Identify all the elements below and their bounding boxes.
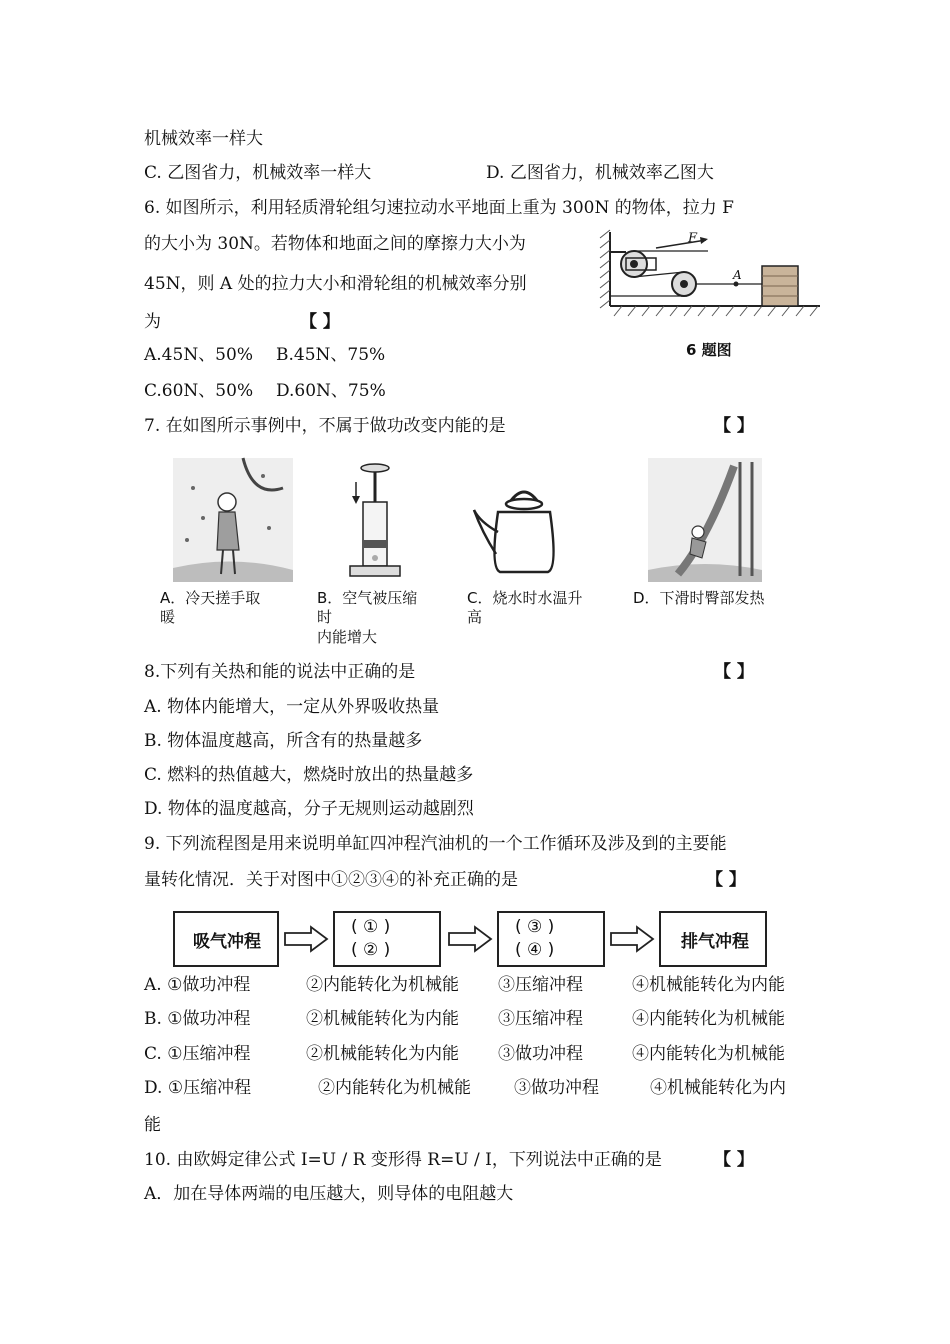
flow-box-3 [497, 911, 605, 967]
q10-stem: 10. 由欧姆定律公式 I=U / R 变形得 R=U / I，下列说法中正确的是 [144, 1150, 662, 1170]
q7-caption-b-line3: 内能增大 [317, 628, 378, 646]
flow-box-2 [333, 911, 441, 967]
q5-option-c: C. 乙图省力，机械效率一样大 [144, 163, 372, 183]
q9-option-c-4: ④内能转化为机械能 [632, 1044, 785, 1064]
q7-caption-b-line2: 时 [317, 608, 333, 626]
air-compression-image [340, 458, 410, 582]
q7-caption-d-line1: D．下滑时臀部发热 [633, 589, 765, 607]
q8-option-c: C. 燃料的热值越大，燃烧时放出的热量越多 [144, 765, 474, 785]
flow-box-intake-label: 吸气冲程 [193, 932, 261, 952]
pulley-figure [598, 226, 822, 324]
q9-option-a-2: ②内能转化为机械能 [306, 975, 459, 995]
flow-box-3-top: ( ③ ) [515, 917, 555, 937]
q9-option-a-1: A. ①做功冲程 [144, 975, 251, 995]
q6-stem-line2: 的大小为 30N。若物体和地面之间的摩擦力大小为 [144, 234, 526, 254]
q9-option-d-3: ③做功冲程 [514, 1078, 599, 1098]
figure-caption: 6 题图 [686, 341, 732, 359]
q5-option-d: D. 乙图省力，机械效率乙图大 [486, 163, 714, 183]
q5-line-cont: 机械效率一样大 [144, 129, 263, 149]
flow-box-exhaust [659, 911, 767, 967]
q7-stem: 7. 在如图所示事例中，不属于做功改变内能的是 [144, 416, 506, 436]
q9-option-c-3: ③做功冲程 [498, 1044, 583, 1064]
q9-answer-bracket: 【 】 [706, 870, 746, 890]
q10-answer-bracket: 【 】 [714, 1150, 754, 1170]
q6-stem-line3: 45N，则 A 处的拉力大小和滑轮组的机械效率分别 [144, 274, 527, 294]
q9-stem-line2: 量转化情况．关于对图中①②③④的补充正确的是 [144, 870, 518, 890]
q6-answer-bracket: 【 】 [300, 312, 340, 332]
q9-option-b-3: ③压缩冲程 [498, 1009, 583, 1029]
q9-option-d-1: D. ①压缩冲程 [144, 1078, 252, 1098]
q8-option-b: B. 物体温度越高，所含有的热量越多 [144, 731, 423, 751]
rubbing-hands-image [173, 458, 293, 582]
q9-option-a-4: ④机械能转化为内能 [632, 975, 785, 995]
q8-stem: 8.下列有关热和能的说法中正确的是 [144, 662, 416, 682]
flow-arrow-3 [609, 925, 655, 953]
figure-point-label: A [733, 268, 742, 282]
q8-option-a: A. 物体内能增大，一定从外界吸收热量 [144, 697, 440, 717]
flow-box-2-bottom: ( ② ) [351, 940, 391, 960]
q7-caption-c-line2: 高 [467, 608, 483, 626]
q6-option-b: B.45N、75% [276, 345, 386, 365]
flow-arrow-1 [283, 925, 329, 953]
q7-answer-bracket: 【 】 [714, 416, 754, 436]
q9-option-a-3: ③压缩冲程 [498, 975, 583, 995]
q9-option-d-wrap: 能 [144, 1115, 161, 1135]
q8-option-d: D. 物体的温度越高，分子无规则运动越剧烈 [144, 799, 474, 819]
q9-option-c-2: ②机械能转化为内能 [306, 1044, 459, 1064]
q9-option-b-2: ②机械能转化为内能 [306, 1009, 459, 1029]
slide-image [648, 458, 762, 582]
kettle-image [470, 482, 578, 578]
q9-option-d-4: ④机械能转化为内 [650, 1078, 786, 1098]
flow-box-3-bottom: ( ④ ) [515, 940, 555, 960]
flow-box-2-top: ( ① ) [351, 917, 391, 937]
figure-force-label: F [688, 231, 698, 246]
q9-option-b-1: B. ①做功冲程 [144, 1009, 251, 1029]
flow-box-intake [173, 911, 279, 967]
q9-option-b-4: ④内能转化为机械能 [632, 1009, 785, 1029]
q8-answer-bracket: 【 】 [714, 662, 754, 682]
q7-caption-a-line1: A．冷天搓手取 [160, 589, 261, 607]
q6-option-c: C.60N、50% [144, 381, 254, 401]
flow-arrow-2 [447, 925, 493, 953]
q6-stem-line4: 为 [144, 312, 161, 332]
q9-option-d-2: ②内能转化为机械能 [318, 1078, 471, 1098]
q6-option-d: D.60N、75% [276, 381, 386, 401]
q7-caption-a-line2: 暖 [160, 608, 176, 626]
q9-stem-line1: 9. 下列流程图是用来说明单缸四冲程汽油机的一个工作循环及涉及到的主要能 [144, 834, 727, 854]
flow-box-exhaust-label: 排气冲程 [681, 932, 749, 952]
q7-caption-b-line1: B．空气被压缩 [317, 589, 418, 607]
q6-stem-line1: 6. 如图所示，利用轻质滑轮组匀速拉动水平地面上重为 300N 的物体，拉力 F [144, 198, 734, 218]
q9-option-c-1: C. ①压缩冲程 [144, 1044, 251, 1064]
q10-option-a: A．加在导体两端的电压越大，则导体的电阻越大 [144, 1184, 514, 1204]
q6-option-a: A.45N、50% [144, 345, 253, 365]
q7-caption-c-line1: C．烧水时水温升 [467, 589, 583, 607]
